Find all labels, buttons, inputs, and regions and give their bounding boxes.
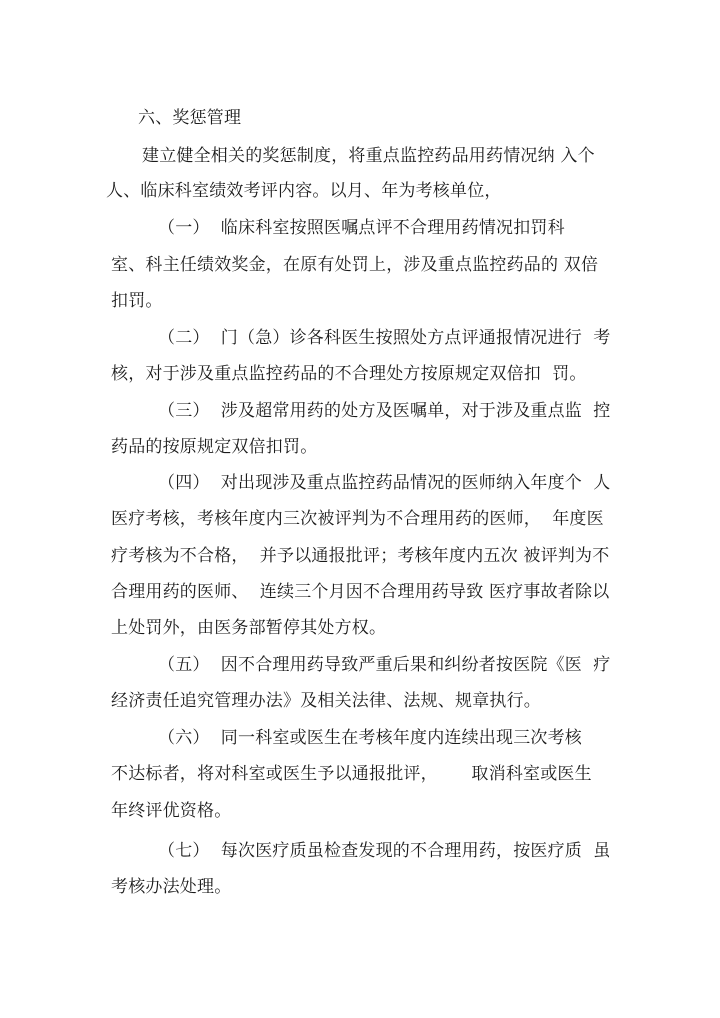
paragraph-5-line-1: （四） 对出现涉及重点监控药品情况的医师纳入年度个 人 [158,473,611,493]
paragraph-1-line-2: 人、临床科室绩效考评内容。以月、年为考核单位， [106,181,502,201]
paragraph-1-line-1: 建立健全相关的奖惩制度，将重点监控药品用药情况纳 入个 [142,146,595,166]
paragraph-6-line-1: （五） 因不合理用药导致严重后果和纠纷者按医院《医 疗 [158,655,611,675]
paragraph-5-line-5: 上处罚外，由医务部暂停其处方权。 [111,618,387,638]
paragraph-7-line-2: 不达标者，将对科室或医生予以通报批评， 取消科室或医生 [111,764,592,784]
paragraph-6-line-2: 经济责任追究管理办法》及相关法律、法规、规章执行。 [111,691,541,711]
paragraph-5-line-4: 合理用药的医师、 连续三个月因不合理用药导致 医疗事故者除以 [111,582,610,602]
paragraph-3-line-2: 核，对于涉及重点监控药品的不合理处方按原规定双倍扣 罚。 [111,364,587,384]
paragraph-8-line-1: （七） 每次医疗质虽检查发现的不合理用药，按医疗质 虽 [158,841,611,861]
paragraph-8-line-2: 考核办法处理。 [111,877,232,897]
paragraph-2-line-2: 室、科主任绩效奖金，在原有处罚上，涉及重点监控药品的 双倍 [111,255,599,275]
paragraph-4-line-1: （三） 涉及超常用药的处方及医嘱单，对于涉及重点监 控 [158,401,611,421]
paragraph-7-line-3: 年终评优资格。 [111,801,232,821]
paragraph-3-line-1: （二） 门（急）诊各科医生按照处方点评通报情况进行 考 [158,328,611,348]
paragraph-2-line-3: 扣罚。 [111,291,163,311]
paragraph-7-line-1: （六） 同一科室或医生在考核年度内连续出现三次考核 [158,728,583,748]
paragraph-4-line-2: 药品的按原规定双倍扣罚。 [111,437,318,457]
section-heading: 六、奖惩管理 [138,108,242,128]
paragraph-5-line-3: 疗考核为不合格， 并予以通报批评；考核年度内五次 被评判为不 [111,546,610,566]
paragraph-5-line-2: 医疗考核，考核年度内三次被评判为不合理用药的医师， 年度医 [111,509,604,529]
paragraph-2-line-1: （一） 临床科室按照医嘱点评不合理用药情况扣罚科 [158,218,565,238]
